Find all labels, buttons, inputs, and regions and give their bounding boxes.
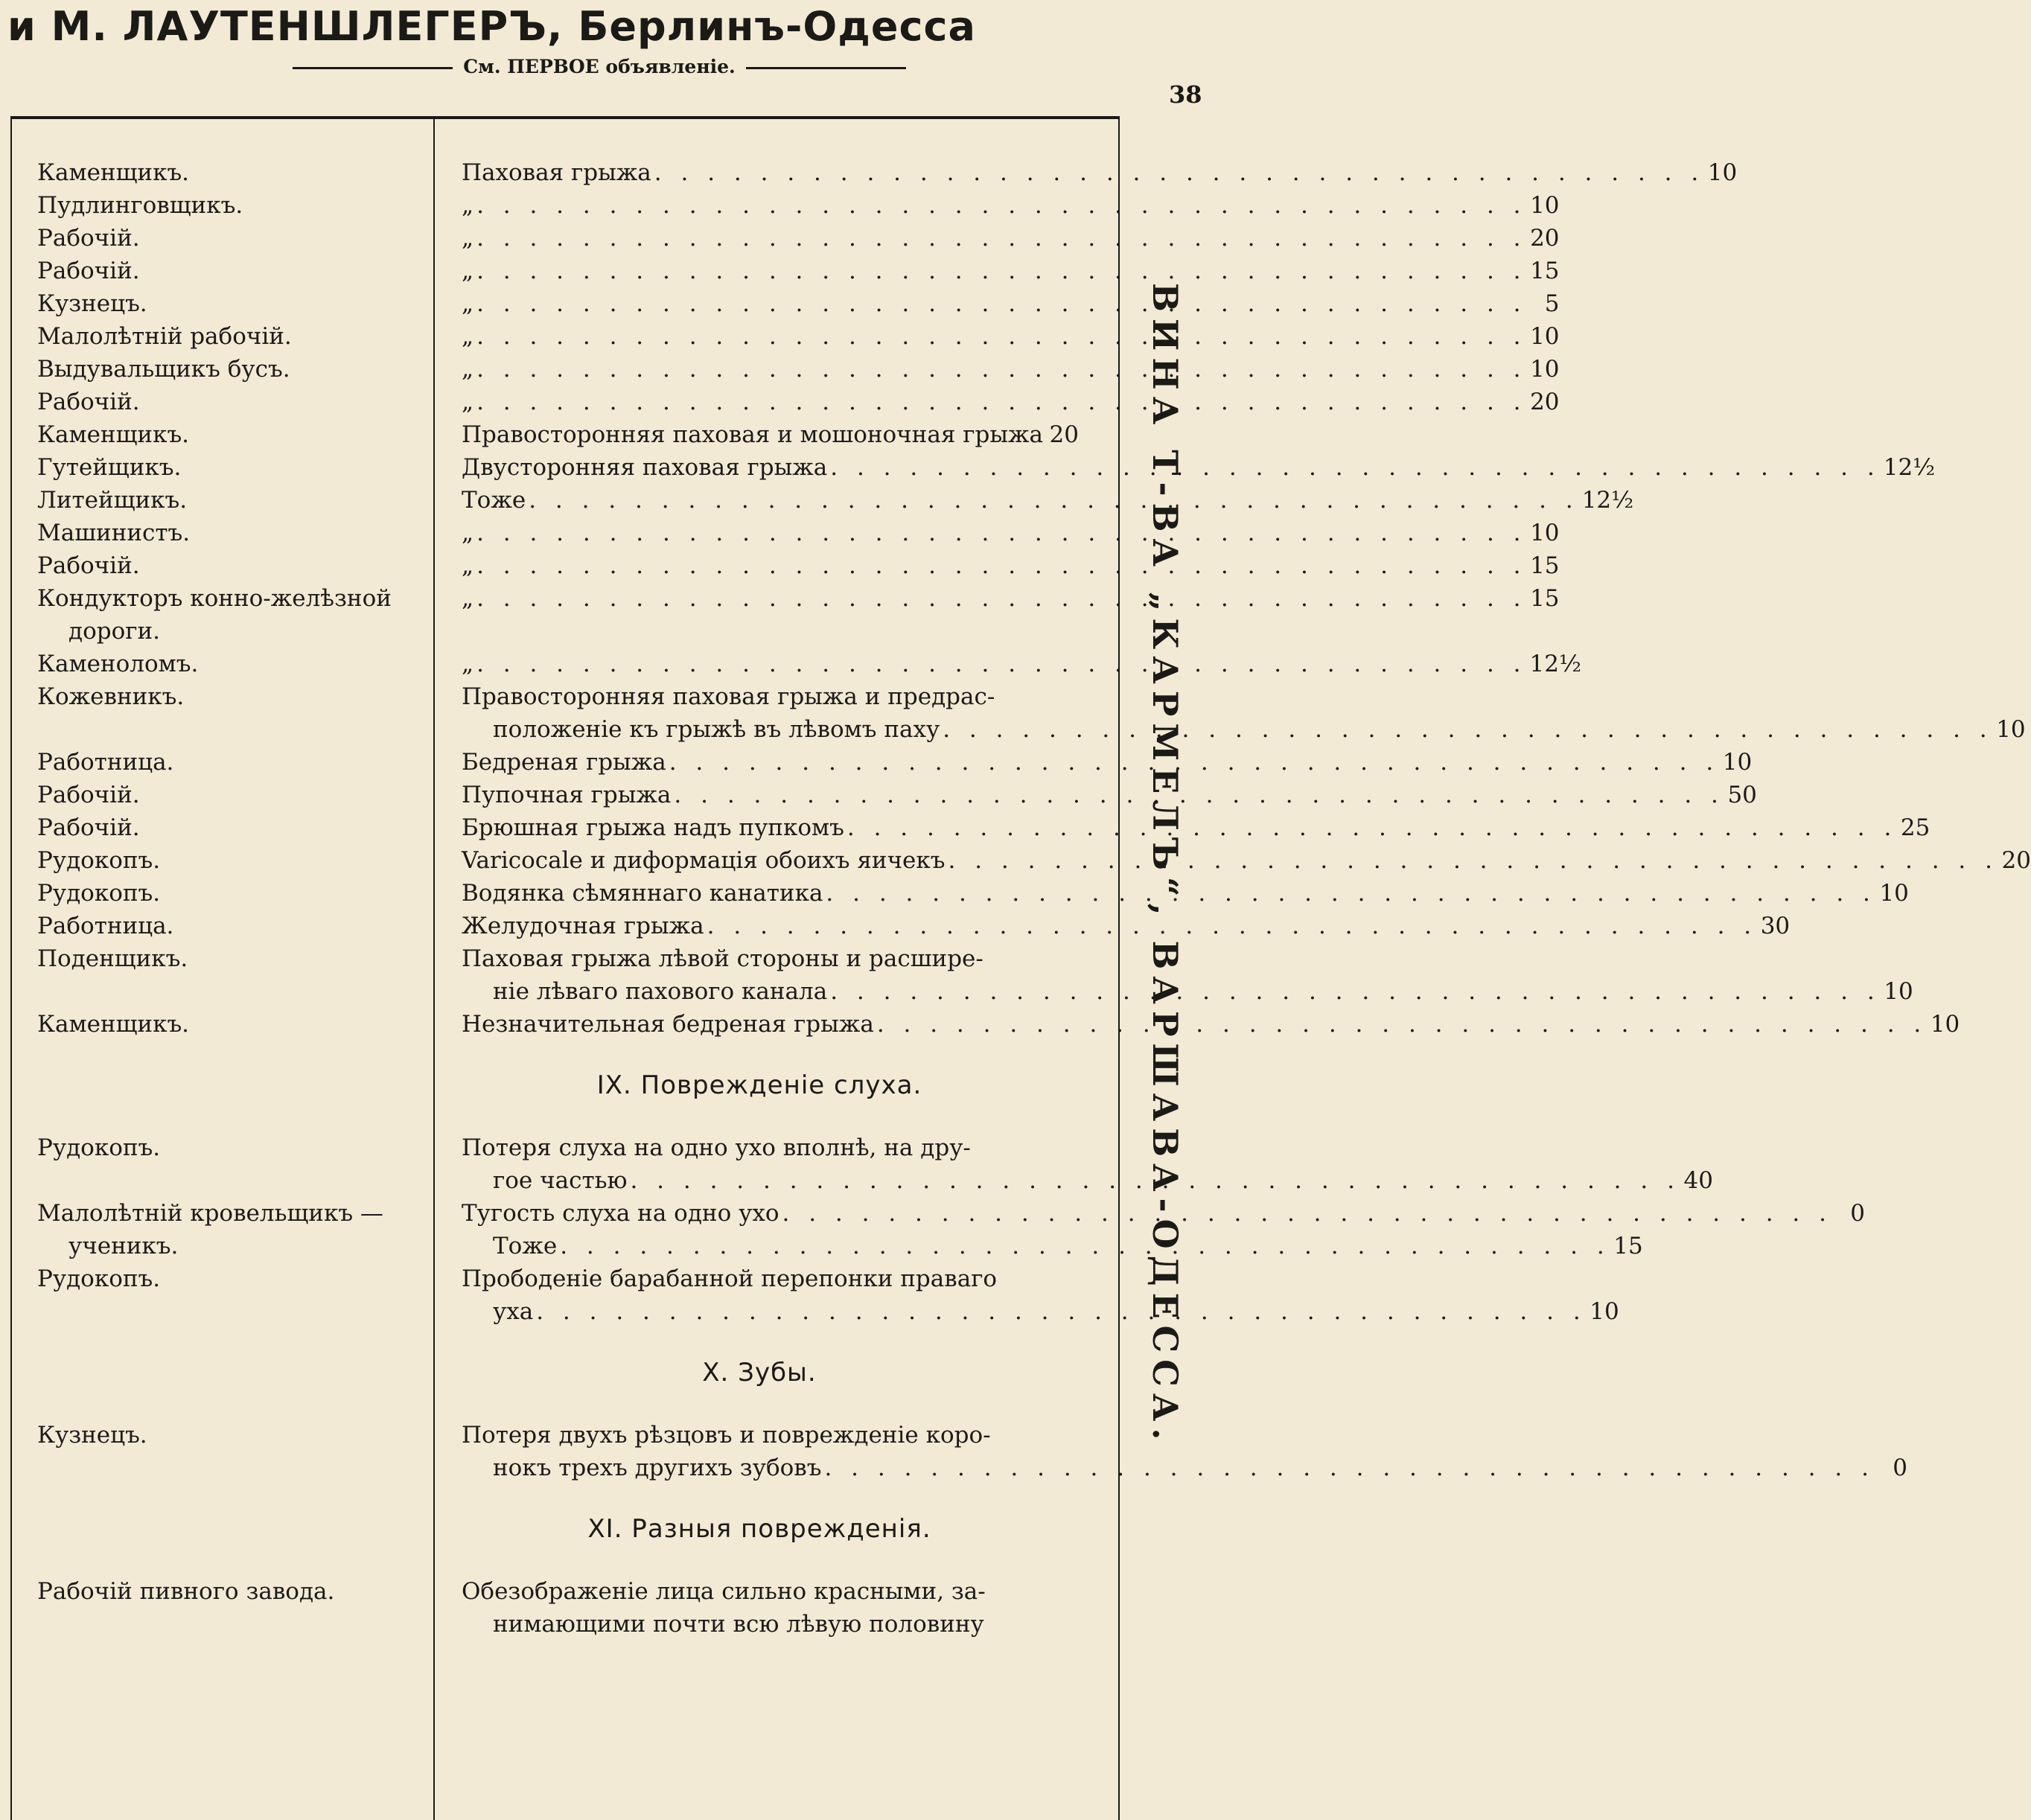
entry-line xyxy=(462,451,1936,484)
dot-leader: . . . . . . . . . . . . . . . . . . . . . . . . . . . . . . . . . . . . . . . . xyxy=(948,847,1998,874)
occupation-text: Рудокопъ. xyxy=(37,1265,161,1292)
description-cell xyxy=(462,222,1560,255)
description-cell xyxy=(462,418,1079,451)
injury-description: Пупочная грыжа xyxy=(462,782,672,808)
injury-description: „ xyxy=(462,585,474,612)
description-cell xyxy=(462,451,1936,484)
description-cell xyxy=(462,386,1560,418)
injury-description: уха xyxy=(493,1298,534,1325)
dot-leader: . . . . . . . . . . . . . . . . . . . . . . . . . . . . . . . . . . . . . . . . xyxy=(476,552,1527,579)
entry-line xyxy=(462,779,1757,811)
injury-description: Двусторонняя паховая грыжа xyxy=(462,454,828,481)
injury-description: „ xyxy=(462,192,474,219)
compensation-percent: 0 xyxy=(1893,1455,1907,1481)
occupation-text: Рудокопъ. xyxy=(37,1134,161,1161)
dot-leader: . . . . . . . . . . . . . . . . . . . . . . . . . . . . . . . . . . . . . . . . xyxy=(830,978,1881,1005)
entry-line xyxy=(462,386,1560,418)
injury-description: „ xyxy=(462,552,474,579)
entry-line xyxy=(462,287,1560,320)
description-cell xyxy=(462,287,1560,320)
entry-line xyxy=(462,189,1560,222)
compensation-percent: 50 xyxy=(1727,782,1757,808)
compensation-percent: 12½ xyxy=(1529,651,1582,677)
occupation-text: Машинистъ. xyxy=(37,520,191,546)
injury-description: „ xyxy=(462,520,474,546)
section-heading: XI. Разныя поврежденія. xyxy=(587,1514,931,1544)
occupation-text: Рудокопъ. xyxy=(37,880,161,907)
description-cell xyxy=(462,811,1930,844)
occupation-cell xyxy=(37,386,424,418)
compensation-percent: 10 xyxy=(1996,716,2026,743)
dot-leader: . . . . . . . . . . . . . . . . . . . . . . . . . . . . . . . . . . . . . . . . xyxy=(876,1011,1928,1038)
occupation-text: Каменщикъ. xyxy=(37,1011,190,1038)
occupation-cell xyxy=(37,648,424,680)
occupation-text: Выдувальщикъ бусъ. xyxy=(37,356,290,383)
occupation-cell xyxy=(37,451,424,484)
occupation-cell xyxy=(37,1575,424,1608)
entry-line xyxy=(462,1262,1057,1295)
dot-leader: . . . . . . . . . . . . . . . . . . . . . . . . . . . . . . . . . . . . . . . . xyxy=(943,716,1993,743)
entry-line xyxy=(462,811,1930,844)
compensation-percent: 40 xyxy=(1683,1167,1713,1194)
dot-leader: . . . . . . . . . . . . . . . . . . . . . . . . . . . . . . . . . . . . . . . . xyxy=(782,1200,1832,1227)
description-cell xyxy=(462,779,1757,811)
description-cell xyxy=(462,353,1560,386)
injury-description: Тоже xyxy=(462,487,526,514)
occupation-text: Кузнецъ. xyxy=(37,290,147,317)
occupation-text: Каменщикъ. xyxy=(37,421,190,448)
entry-line xyxy=(462,1608,1057,1641)
compensation-percent: 10 xyxy=(1530,520,1560,546)
entry-line xyxy=(462,517,1560,549)
injury-description: Брюшная грыжа надъ пупкомъ xyxy=(462,814,844,841)
occupation-text: Каменоломъ. xyxy=(37,651,199,677)
occupation-cell xyxy=(37,517,424,549)
occupation-cell xyxy=(37,779,424,811)
compensation-percent: 12½ xyxy=(1581,487,1634,514)
description-cell xyxy=(462,255,1560,287)
occupation-text: Поденщикъ. xyxy=(37,945,188,972)
occupation-cell xyxy=(37,549,424,582)
injury-description: Потеря слуха на одно ухо вполнѣ, на дру- xyxy=(462,1134,971,1161)
occupation-text: Рудокопъ. xyxy=(37,847,161,874)
injury-description: Потеря двухъ рѣзцовъ и поврежденіе коро- xyxy=(462,1422,991,1449)
occupation-continuation: дороги. xyxy=(68,618,161,645)
entry-line xyxy=(462,549,1560,582)
occupation-cell xyxy=(37,1131,424,1164)
entry-line xyxy=(462,844,2031,877)
dot-leader: . . . . . . . . . . . . . . . . . . . . . . . . . . . . . . . . . . . . . . . . xyxy=(476,520,1527,546)
injury-description: „ xyxy=(462,258,474,284)
occupation-cell xyxy=(37,811,424,844)
injury-description: Тоже xyxy=(493,1233,558,1259)
occupation-text: Гутейщикъ. xyxy=(37,454,182,481)
description-cell xyxy=(462,1197,1865,1262)
occupation-cell xyxy=(37,156,424,189)
injury-description: Незначительная бедреная грыжа xyxy=(462,1011,874,1038)
dot-leader: . . . . . . . . . . . . . . . . . . . . . . . . . . . . . . . . . . . . . . . . xyxy=(476,258,1527,284)
dot-leader: . . . . . . . . . . . . . . . . . . . . . . . . . . . . . . . . . . . . . . . . xyxy=(824,1455,1875,1481)
injury-description: ніе лѣваго пахового канала xyxy=(493,978,828,1005)
entry-line xyxy=(462,877,1909,910)
injury-description: нокъ трехъ другихъ зубовъ xyxy=(493,1455,822,1481)
dot-leader: . . . . . . . . . . . . . . . . . . . . . . . . . . . . . . . . . . . . . . . . xyxy=(826,880,1876,907)
compensation-percent: 0 xyxy=(1850,1200,1865,1227)
description-cell xyxy=(462,648,1582,680)
entry-line xyxy=(462,156,1738,189)
compensation-percent: 25 xyxy=(1900,814,1930,841)
entry-line xyxy=(462,975,1913,1008)
occupation-cell xyxy=(37,1419,424,1452)
dot-leader: . . . . . . . . . . . . . . . . . . . . . . . . . . . . . . . . . . . . . . . . xyxy=(476,323,1527,350)
entry-line xyxy=(462,648,1582,680)
occupation-cell xyxy=(37,910,424,942)
occupation-cell xyxy=(37,255,424,287)
entry-line xyxy=(462,746,1753,779)
occupation-text: Кузнецъ. xyxy=(37,1422,147,1449)
dot-leader: . . . . . . . . . . . . . . . . . . . . . . . . . . . . . . . . . . . . . . . . xyxy=(476,389,1527,415)
occupation-cell xyxy=(37,877,424,910)
dot-leader: . . . . . . . . . . . . . . . . . . . . . . . . . . . . . . . . . . . . . . . . xyxy=(476,192,1527,219)
occupation-cell xyxy=(37,1008,424,1041)
description-cell xyxy=(462,1419,1907,1484)
injury-description: Прободеніе барабанной перепонки праваго xyxy=(462,1265,998,1292)
description-cell xyxy=(462,582,1560,615)
dot-leader: . . . . . . . . . . . . . . . . . . . . . . . . . . . . . . . . . . . . . . . . xyxy=(536,1298,1587,1325)
injury-description: Паховая грыжа лѣвой стороны и расшире- xyxy=(462,945,983,972)
injury-description: положеніе къ грыжѣ въ лѣвомъ паху xyxy=(493,716,940,743)
description-cell xyxy=(462,1575,1057,1641)
column-divider xyxy=(433,119,435,1820)
compensation-percent: 10 xyxy=(1879,880,1909,907)
occupation-text: Малолѣтній рабочій. xyxy=(37,323,292,350)
dot-leader: . . . . . . . . . . . . . . . . . . . . . . . . . . . . . . . . . . . . . . . . xyxy=(707,913,1758,939)
section-heading: X. Зубы. xyxy=(702,1358,817,1388)
compensation-percent: 10 xyxy=(1530,323,1560,350)
entry-line xyxy=(462,1230,1643,1262)
occupation-text: Рабочій. xyxy=(37,389,140,415)
dot-leader: . . . . . . . . . . . . . . . . . . . . . . . . . . . . . . . . . . . . . . . . xyxy=(846,814,1898,841)
occupation-text: Пудлинговщикъ. xyxy=(37,192,243,219)
occupation-text: Работница. xyxy=(37,749,174,776)
occupation-cell xyxy=(37,680,424,713)
entry-line xyxy=(462,1452,1907,1484)
dot-leader: . . . . . . . . . . . . . . . . . . . . . . . . . . . . . . . . . . . . . . . . xyxy=(476,356,1527,383)
occupation-cell xyxy=(37,484,424,517)
description-cell xyxy=(462,877,1909,910)
injury-description: Тугость слуха на одно ухо xyxy=(462,1200,779,1227)
divider-rule xyxy=(293,67,453,69)
compensation-percent: 15 xyxy=(1530,258,1560,284)
description-cell xyxy=(462,549,1560,582)
occupation-cell xyxy=(37,1262,424,1295)
entry-line xyxy=(462,320,1560,353)
occupation-cell xyxy=(37,189,424,222)
subtitle-text: См. ПЕРВОЕ объявленіе. xyxy=(463,56,736,77)
description-cell xyxy=(462,484,1634,517)
occupation-text: Кожевникъ. xyxy=(37,683,185,710)
dot-leader: . . . . . . . . . . . . . . . . . . . . . . . . . . . . . . . . . . . . . . . . xyxy=(476,225,1527,252)
dot-leader: . . . . . . . . . . . . . . . . . . . . . . . . . . . . . . . . . . . . . . . . xyxy=(476,290,1527,317)
injury-description: „ xyxy=(462,356,474,383)
occupation-cell xyxy=(37,222,424,255)
occupation-cell xyxy=(37,942,424,975)
occupation-text: Малолѣтній кровельщикъ — xyxy=(37,1200,383,1227)
occupation-cell xyxy=(37,320,424,353)
compensation-percent: 15 xyxy=(1530,552,1560,579)
occupation-text: Рабочій. xyxy=(37,258,140,284)
entry-line xyxy=(462,1419,1057,1452)
injury-description: Бедреная грыжа xyxy=(462,749,666,776)
occupation-text: Литейщикъ. xyxy=(37,487,188,514)
compensation-percent: 20 xyxy=(1049,421,1079,448)
injury-description: Правосторонняя паховая и мошоночная грыжа xyxy=(462,421,1043,448)
injury-description: Паховая грыжа xyxy=(462,159,651,186)
compensation-percent: 10 xyxy=(1884,978,1913,1005)
entry-line xyxy=(462,1008,1960,1041)
compensation-percent: 15 xyxy=(1613,1233,1643,1259)
occupation-text: Рабочій пивного завода. xyxy=(37,1578,335,1605)
entry-line xyxy=(462,1295,1619,1328)
occupation-cell xyxy=(37,582,424,648)
description-cell xyxy=(462,680,2026,746)
occupation-text: Каменщикъ. xyxy=(37,159,190,186)
description-cell xyxy=(462,189,1560,222)
compensation-percent: 12½ xyxy=(1883,454,1936,481)
dot-leader: . . . . . . . . . . . . . . . . . . . . . . . . . . . . . . . . . . . . . . . . xyxy=(830,454,1881,481)
entry-line xyxy=(462,910,1791,942)
dot-leader: . . . . . . . . . . . . . . . . . . . . . . . . . . . . . . . . . . . . . . . . xyxy=(630,1167,1680,1194)
description-cell xyxy=(462,1008,1960,1041)
injury-description: „ xyxy=(462,389,474,415)
page-header-subtitle xyxy=(0,52,1199,82)
occupation-text: Работница. xyxy=(37,913,174,939)
occupation-cell xyxy=(37,287,424,320)
description-cell xyxy=(462,517,1560,549)
description-cell xyxy=(462,910,1791,942)
occupation-continuation: ученикъ. xyxy=(68,1233,179,1259)
entry-line xyxy=(462,942,1057,975)
compensation-percent: 10 xyxy=(1722,749,1753,776)
entry-line xyxy=(462,582,1560,615)
compensation-percent: 10 xyxy=(1530,192,1560,219)
occupation-text: Рабочій. xyxy=(37,814,140,841)
injury-description: „ xyxy=(462,651,474,677)
dot-leader: . . . . . . . . . . . . . . . . . . . . . . . . . . . . . . . . . . . . . . . . xyxy=(560,1233,1610,1259)
divider-rule xyxy=(746,67,906,69)
occupation-cell xyxy=(37,353,424,386)
occupation-text: Рабочій. xyxy=(37,552,140,579)
description-cell xyxy=(462,844,2031,877)
entry-line xyxy=(462,418,1079,451)
compensation-percent: 20 xyxy=(2001,847,2031,874)
page-header-title: и М. ЛАУТЕНШЛЕГЕРЪ, Берлинъ-Одесса xyxy=(7,3,976,50)
occupation-text: Кондукторъ конно-желѣзной xyxy=(37,585,392,612)
description-cell xyxy=(462,942,1913,1008)
injury-description: Обезображеніе лица сильно красными, за- xyxy=(462,1578,986,1605)
description-cell xyxy=(462,1262,1619,1328)
injury-description: Varicocale и диформація обоихъ яичекъ xyxy=(462,847,946,874)
injury-description: „ xyxy=(462,323,474,350)
dot-leader: . . . . . . . . . . . . . . . . . . . . . . . . . . . . . . . . . . . . . . . . xyxy=(476,651,1527,677)
occupation-text: Рабочій. xyxy=(37,225,140,252)
compensation-percent: 10 xyxy=(1707,159,1738,186)
entry-line xyxy=(462,222,1560,255)
section-heading: IX. Поврежденіе слуха. xyxy=(596,1070,922,1100)
compensation-percent: 10 xyxy=(1530,356,1560,383)
occupation-cell xyxy=(37,746,424,779)
dot-leader: . . . . . . . . . . . . . . . . . . . . . . . . . . . . . . . . . . . . . . . . xyxy=(674,782,1724,808)
compensation-percent: 15 xyxy=(1530,585,1560,612)
entry-line xyxy=(462,353,1560,386)
injury-description: Водянка сѣмяннаго канатика xyxy=(462,880,823,907)
description-cell xyxy=(462,156,1738,189)
page-number: 38 xyxy=(1169,80,1202,109)
occupation-cell xyxy=(37,418,424,451)
occupation-cell xyxy=(37,1197,424,1262)
entry-line xyxy=(462,1164,1713,1197)
entry-line xyxy=(462,713,2026,746)
entry-line xyxy=(462,1197,1865,1230)
compensation-percent: 5 xyxy=(1544,290,1560,317)
description-cell xyxy=(462,1131,1713,1197)
injury-description: Желудочная грыжа xyxy=(462,913,704,939)
compensation-percent: 20 xyxy=(1530,225,1560,252)
compensation-percent: 10 xyxy=(1930,1011,1960,1038)
occupation-text: Рабочій. xyxy=(37,782,140,808)
compensation-percent: 30 xyxy=(1760,913,1791,939)
injury-description: Правосторонняя паховая грыжа и предрас- xyxy=(462,683,995,710)
compensation-percent: 20 xyxy=(1530,389,1560,415)
injury-description: „ xyxy=(462,290,474,317)
entry-line xyxy=(462,680,1057,713)
injury-description: гое частью xyxy=(493,1167,628,1194)
description-cell xyxy=(462,320,1560,353)
occupation-cell xyxy=(37,844,424,877)
description-cell xyxy=(462,746,1753,779)
injury-description: „ xyxy=(462,225,474,252)
side-advertisement: ВИНА Т-ВА „КАРМЕЛЪ“, ВАРШАВА-ОДЕССА. xyxy=(1145,283,1185,1447)
entry-line xyxy=(462,255,1560,287)
entry-line xyxy=(462,1131,1057,1164)
compensation-percent: 10 xyxy=(1590,1298,1619,1325)
dot-leader: . . . . . . . . . . . . . . . . . . . . . . . . . . . . . . . . . . . . . . . . xyxy=(476,585,1527,612)
injury-description: нимающими почти всю лѣвую половину xyxy=(493,1611,984,1638)
entry-line xyxy=(462,484,1634,517)
dot-leader: . . . . . . . . . . . . . . . . . . . . . . . . . . . . . . . . . . . . . . . . xyxy=(669,749,1720,776)
dot-leader: . . . . . . . . . . . . . . . . . . . . . . . . . . . . . . . . . . . . . . . . xyxy=(529,487,1579,514)
dot-leader: . . . . . . . . . . . . . . . . . . . . . . . . . . . . . . . . . . . . . . . . xyxy=(654,159,1705,186)
entry-line xyxy=(462,1575,1057,1608)
